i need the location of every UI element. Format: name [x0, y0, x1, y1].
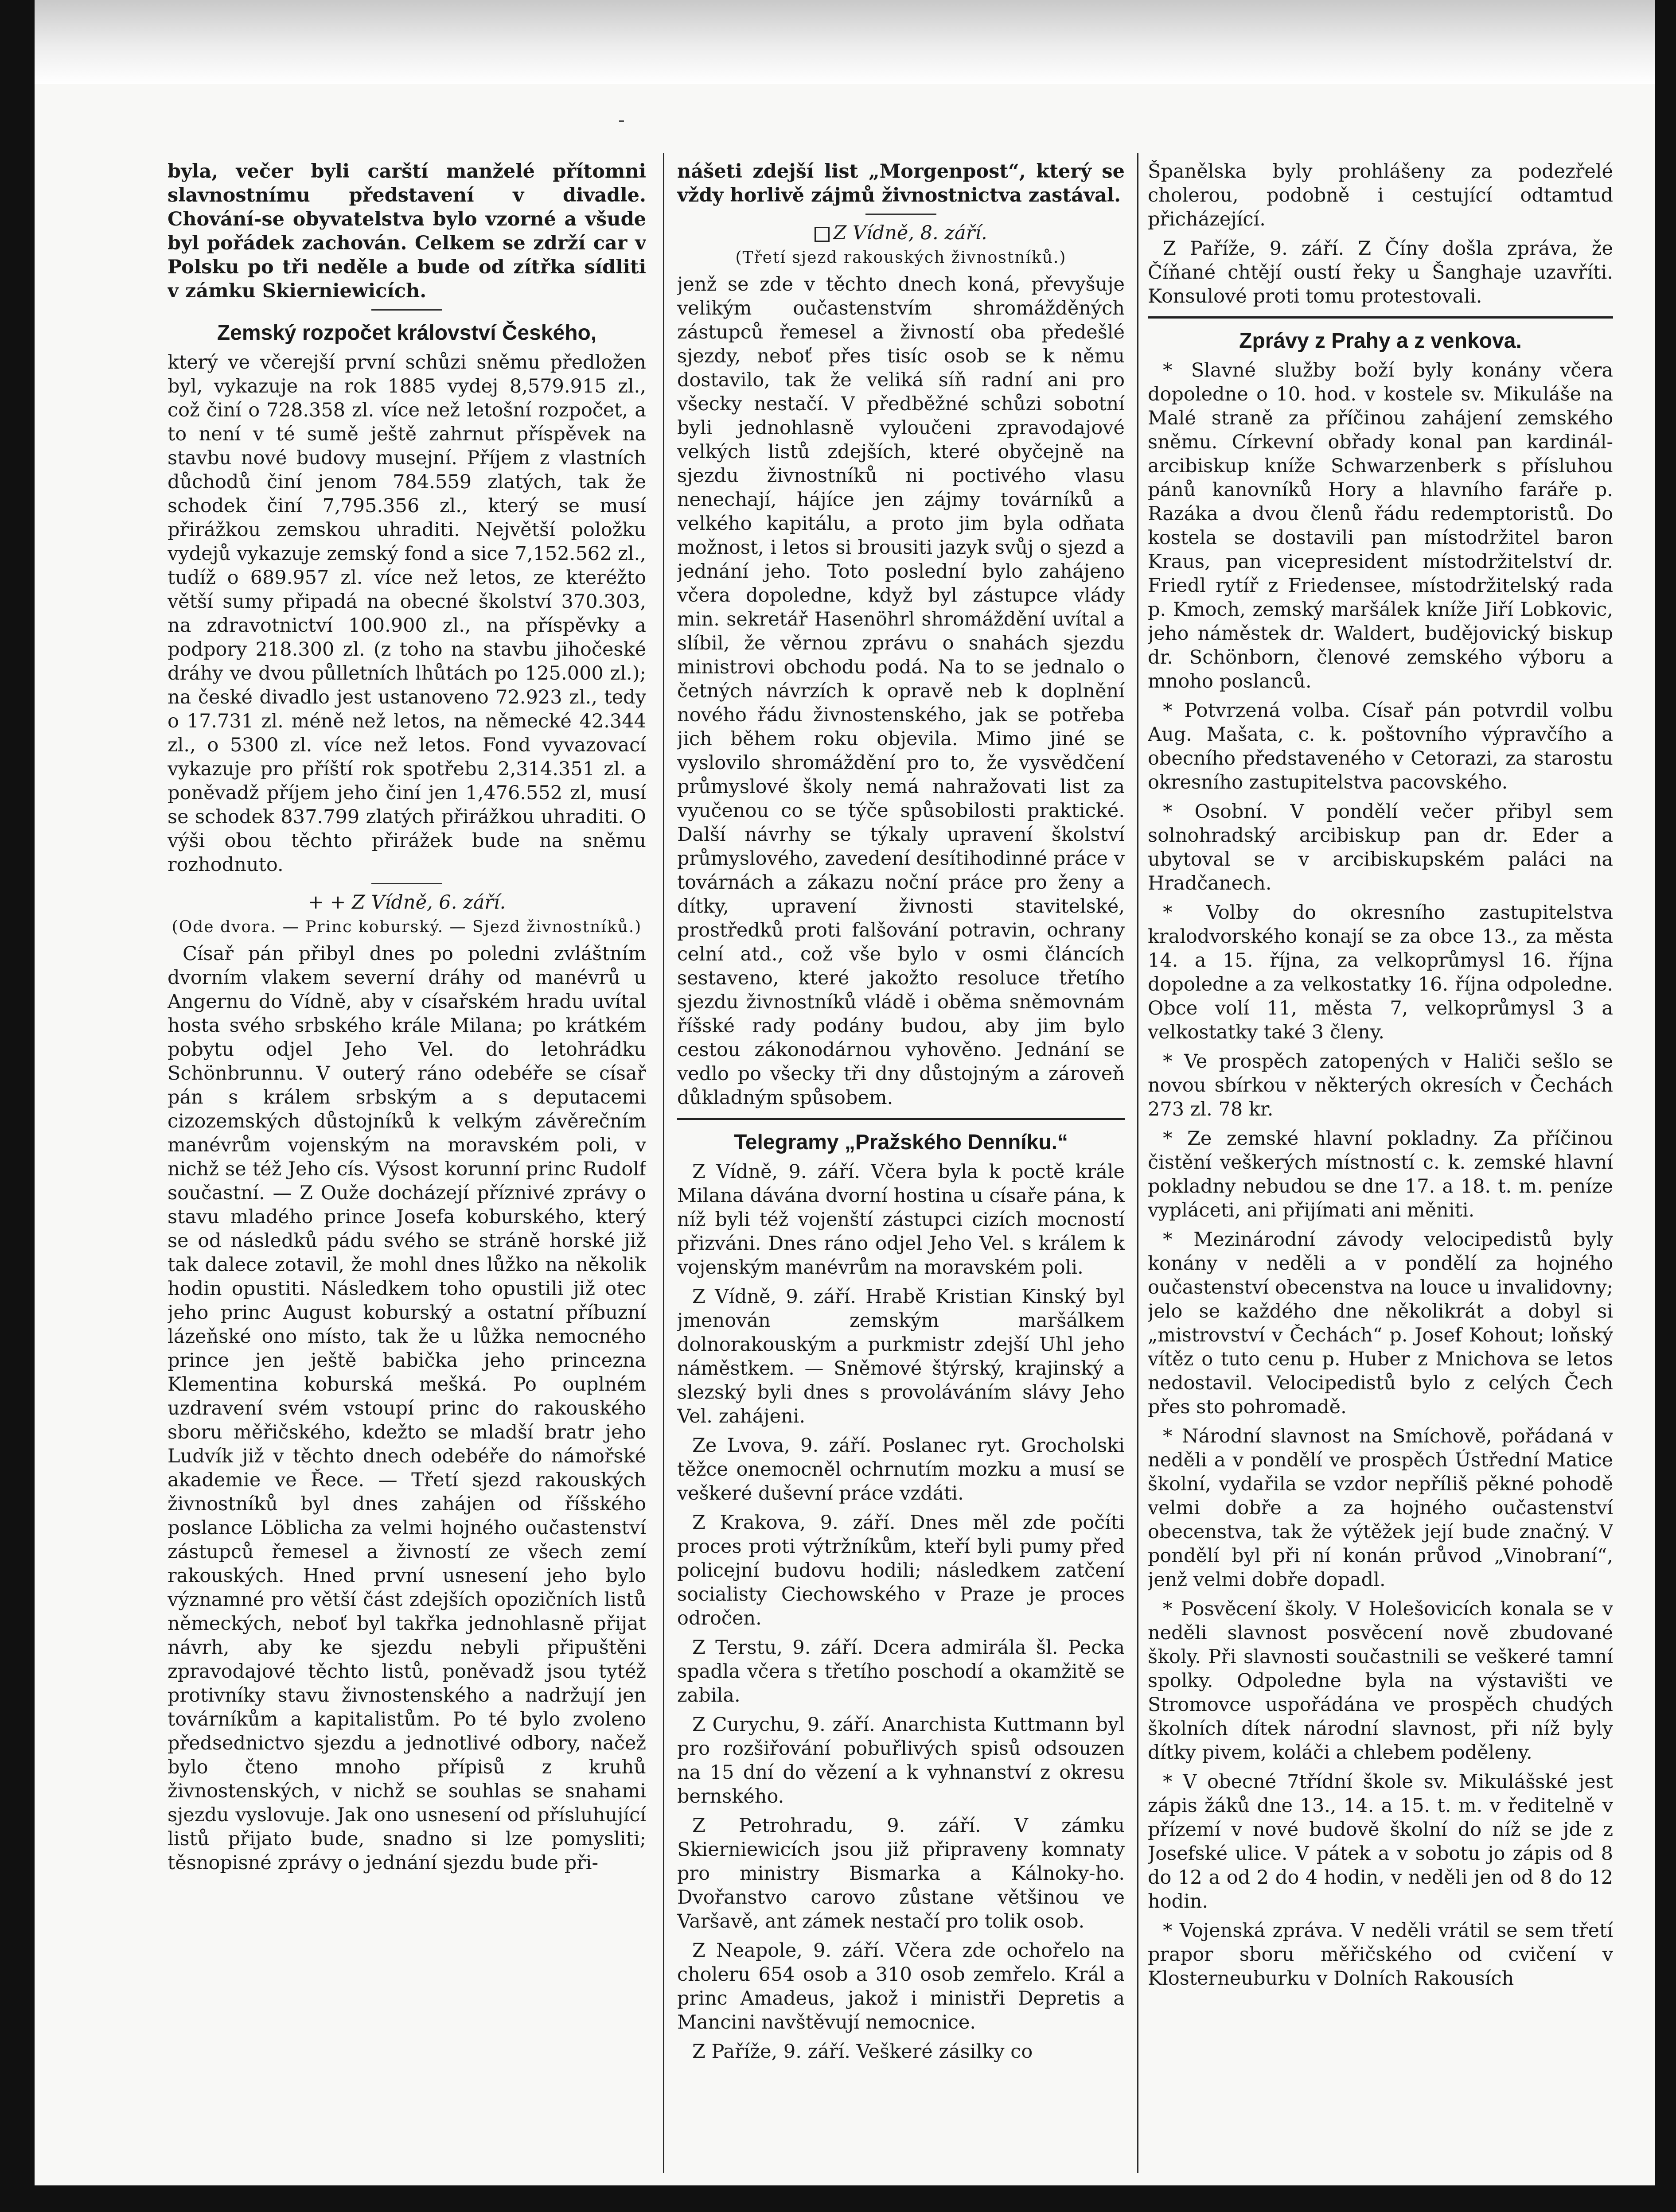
column-2	[677, 159, 1125, 2171]
scan-edge-bottom	[0, 2185, 1676, 2212]
subhead-ode-dvora: (Ode dvora. — Princ koburský. — Sjezd živnostníků.)	[171, 918, 642, 936]
column-1	[168, 159, 646, 2171]
telegram-item: Z Petrohradu, 9. září. V zámku Skierniewicích jsou již připraveny komnaty pro ministry Bismarka a Kálnoky-ho. Dvořanstvo carovo zůstane většinou ve Varšavě, ant zámek nestačí pro tolik osob.	[677, 1815, 1125, 1932]
news-item: * Volby do okresního zastupitelstva kralodvorského konají se za obce 13., za města 14. a 15. října, za velkoprůmysl 16. října dopoledne a za velkostatky 16. října odpoledne. Obce volí 11, města 7, velkoprůmysl 3 a velkostatky také 3 členy.	[1148, 902, 1613, 1043]
news-item: * Osobní. V pondělí večer přibyl sem solnohradský arcibiskup pan dr. Eder a ubytoval se v arcibiskupském paláci na Hradčanech.	[1148, 801, 1613, 894]
news-item: * Posvěcení školy. V Holešovicích konala se v neděli slavnost posvěcení nově zbudované školy. Při slavnosti součastnili se veškeré tamní spolky. Odpoledne byla na výstavišti ve Stromovce uspořádána ve prospěch chudých školních dítek národní slavnost, při níž byly dítky pivem, koláči a chlebem poděleny.	[1148, 1598, 1613, 1764]
column-2-paragraph-2: jenž se zde v těchto dnech koná, převyšuje velikým oučastenstvím shromážděných zástupců řemesel a živností oba předešlé sjezdy, neboť přes tisíc osob se k němu dostavilo, tak že veliká síň radní ani pro všecky nestačí. V předběžné schůzi sobotní byli jednohlasně vyloučeni zpravodajové velkých listů zdejších, které obyčejně na sjezdu živnostníků ni poctivého vlasu nenechají, hájíce jen zájmy továrníků a velkého kapitálu, a proto jim byla odňata možnost, i letos si brousiti jazyk svůj o sjezd a jednání jeho. Toto poslední bylo zahájeno včera dopoledne, když byl zástupce vlády min. sekretář Hasenöhrl shromáždění uvítal a slíbil, že věrnou zprávu o snahách sjezdu ministrovi obchodu podá. Na to se jednalo o četných návrzích k opravě neb k doplnění nového řádu živnostenského, jak se potřeba jich během roku objevila. Mimo jiné se vyslovilo shromáždění pro to, že vysvědčení průmyslové školy nemá nahražovati list za vyučenou co se týče spůsobilosti praktické. Další návrhy se týkaly upravení školství průmyslového, zavedení desítihodinné práce v továrnách a zákazu noční práce pro ženy a dítky, upravení živnosti stavitelské, prostředků proti falšování potravin, ochrany celní atd., což vše bylo v osmi článcích sestaveno, které jakožto resoluce třetího sjezdu živnostníků vládě i oběma sněmovnám říšské rady podány budou, aby jim bylo cestou zákonodárnou vyhověno. Jednání se vedlo po všecky tři dny důstojným a zároveň důkladným spůsobem.	[677, 273, 1125, 1109]
column-3-paragraph-2: Z Paříže, 9. září. Z Číny došla zpráva, že Číňané chtějí oustí řeky u Šanghaje uzavříti. Konsulové proti tomu protestovali.	[1148, 237, 1613, 307]
news-item: * Mezinárodní závody velocipedistů byly konány v neděli a v pondělí za hojného oučastenství obecenstva na louce u invalidovny; jelo se každého dne několikrát a dobyl si „mistrovství v Čechách“ p. Josef Kohout; loňský vítěz o tuto cenu p. Huber z Mnichova se letos nedostavil. Velocipedistů bylo z celých Čech přes sto pohromadě.	[1148, 1228, 1613, 1418]
column-rule-2	[1137, 153, 1138, 2173]
scan-top-shade	[0, 0, 1676, 84]
dateline-vienna-8	[677, 221, 1125, 245]
column-2-paragraph-1: nášeti zdejší list „Morgenpost“, který se vždy horlivě zájmů živnostnictva zastával.	[677, 160, 1125, 206]
news-item: * Slavné služby boží byly konány včera dopoledne o 10. hod. v kostele sv. Mikuláše na Malé straně za příčinou zahájení zemského sněmu. Církevní obřady konal pan kardinál-arcibiskup kníže Schwarzenberk s přísluhou pánů kanovníků Hory a hlavního faráře p. Razáka a dvou členů řádu redemptoristů. Do kostela se dostavili pan místodržitel baron Kraus, pan vicepresident místodržitelství dr. Friedl rytíř z Friedensee, místodržitelský rada p. Kmoch, zemský maršálek kníže Jiří Lobkovic, jeho náměstek dr. Waldert, budějovický biskup dr. Schönborn, členové zemského výboru a mnoho poslanců.	[1148, 359, 1613, 692]
column-1-paragraph-1: byla, večer byli carští manželé přítomni slavnostnímu představení v divadle. Chování-se obyvatelstva bylo vzorné a všude byl pořádek zachován. Celkem se zdrží car v Polsku po tři neděle a bude od zítřka sídliti v zámku Skierniewicích.	[168, 160, 646, 302]
column-3-paragraph-1: Španělska byly prohlášeny za podezřelé cholerou, podobně i cestující odtamtud přicházející.	[1148, 160, 1613, 230]
telegram-item: Z Terstu, 9. září. Dcera admirála šl. Pecka spadla včera s třetího poschodí a okamžitě se zabila.	[677, 1637, 1125, 1707]
telegram-item: Z Vídně, 9. září. Hrabě Kristian Kinský byl jmenován zemským maršálkem dolnorakouským a purkmistr zdejší Uhl jeho náměstkem. — Sněmové štýrský, krajinský a slezský byli dnes s provoláváním slávy Jeho Vel. zahájeni.	[677, 1286, 1125, 1427]
square-icon	[815, 227, 830, 242]
headline-zpravy-z-prahy: Zprávy z Prahy a z venkova.	[1239, 329, 1522, 353]
separator	[371, 883, 442, 884]
subhead-sjezd: (Třetí sjezd rakouských živnostníků.)	[735, 249, 1067, 267]
separator	[371, 309, 442, 311]
scan-edge-right	[1655, 0, 1676, 2212]
headline-telegramy: Telegramy „Pražského Denníku.“	[733, 1131, 1068, 1154]
news-item: * Ve prospěch zatopených v Haliči sešlo se novou sbírkou v některých okresích v Čechách 273 zl. 78 kr.	[1148, 1050, 1613, 1120]
telegram-item: Z Krakova, 9. září. Dnes měl zde počíti proces proti výtržníkům, kteří byli pumy před policejní budovu hodili; následkem zatčení socialisty Ciechowského v Praze je proces odročen.	[677, 1512, 1125, 1629]
dateline-text: Z Vídně, 8. září.	[833, 222, 987, 244]
scan-edge-left	[0, 0, 35, 2212]
page-mark: -	[618, 109, 625, 131]
news-item: * V obecné 7třídní škole sv. Mikulášské jest zápis žáků dne 13., 14. a 15. t. m. v ředitelně v přízemí v nové budově školní do níž se jde z Josefské ulice. V pátek a v sobotu jo zápis od 8 do 12 a od 2 do 4 hodin, v neděli jen od 8 do 12 hodin.	[1148, 1771, 1613, 1913]
column-1-paragraph-2: který ve včerejší první schůzi sněmu předložen byl, vykazuje na rok 1885 vydej 8,579.915 zl., což činí o 728.358 zl. více než letošní rozpočet, a to není v té sumě ještě zahrnut příspěvek na stavbu nové budovy musejní. Příjem z vlastních důchodů činí jenom 784.559 zlatých, tak že schodek činí 7,795.356 zl., který se musí přirážkou zemskou uhraditi. Největší položku vydejů vykazuje zemský fond a sice 7,152.562 zl., tudíž o 689.957 zl. více než letos, ze kteréžto větší sumy připadá na obecné školství 370.303, na zdravotnictví 100.900 zl., na příspěvky a podpory 218.300 zl. (z toho na stavbu jihočeské dráhy ve dvou půlletních lhůtách po 125.000 zl.); na české divadlo jest ustanoveno 72.923 zl., tedy o 17.731 zl. méně než letos, na německé 42.344 zl., o 5300 zl. více než letos. Fond vyvazovací vykazuje pro příští rok spotřebu 2,314.351 zl. a poněvadž příjem jeho činí jen 1,476.552 zl, musí se schodek 837.799 zlatých přirážkou uhraditi. O výši obou těchto přirážek bude na sněmu rozhodnuto.	[168, 351, 646, 876]
section-rule	[1148, 316, 1613, 319]
headline-zemsky-rozpocet: Zemský rozpočet království Českého,	[217, 321, 597, 345]
telegram-item: Z Curychu, 9. září. Anarchista Kuttmann byl pro rozšiřování pobuřlivých spisů odsouzen na 15 dní do vězení a k vyhnanství z okresu bernského.	[677, 1714, 1125, 1808]
news-item: * Ze zemské hlavní pokladny. Za příčinou čistění veškerých místností c. k. zemské hlavní pokladny nebudou se dne 17. a 18. t. m. peníze vypláceti, ani přijímati ani měniti.	[1148, 1127, 1613, 1221]
column-rule-1	[663, 153, 664, 2173]
telegram-item: Z Vídně, 9. září. Včera byla k poctě krále Milana dávána dvorní hostina u císaře pána, k níž byli též vojenští zástupci cizích mocností přizváni. Dnes ráno odjel Jeho Vel. s králem k vojenským manévrům na moravském poli.	[677, 1161, 1125, 1279]
section-rule	[677, 1118, 1125, 1120]
news-item: * Vojenská zpráva. V neděli vrátil se sem třetí prapor sboru měřičského od cvičení v Klosterneuburku v Dolních Rakousích	[1148, 1920, 1613, 1990]
separator	[865, 214, 936, 215]
telegram-item: Z Paříže, 9. září. Veškeré zásilky co	[692, 2041, 1033, 2063]
news-item: * Potvrzená volba. Císař pán potvrdil volbu Aug. Mašata, c. k. poštovního výpravčího a obecního představeného v Cetorazi, za starostu okresního zastupitelstva pacovského.	[1148, 700, 1613, 793]
news-item: * Národní slavnost na Smíchově, pořádaná v neděli a v pondělí ve prospěch Ústřední Matice školní, vydařila se vzdor nepříliš pěkné pohodě velmi dobře a za hojného oučastenství obecenstva, tak že výtěžek její bude značný. V pondělí byl při ní konán průvod „Vinobraní“, jenž velmi dobře dopadl.	[1148, 1425, 1613, 1591]
column-3	[1148, 159, 1613, 2171]
telegram-item: Z Neapole, 9. září. Včera zde ochořelo na choleru 654 osob a 310 osob zemřelo. Král a princ Amadeus, jakož i ministři Depretis a Mancini navštěvují nemocnice.	[677, 1940, 1125, 2033]
column-1-paragraph-3: Císař pán přibyl dnes po poledni zvláštním dvorním vlakem severní dráhy od manévrů u Angernu do Vídně, aby v císařském hradu uvítal hosta svého srbského krále Milana; po krátkém pobytu odjel Jeho Vel. do letohrádku Schönbrunnu. V outerý ráno odebéře se císař pán s králem srbským a s deputacemi cizozemských důstojníků k velkým závěrečním manévrům vojenským na moravském poli, v nichž se též Jeho cís. Výsost korunní princ Rudolf součastní. — Z Ouže docházejí příznivé zprávy o stavu mladého prince Josefa koburského, který se od následků pádu svého se stráně horské již tak dalece zotavil, že mohl dnes lůžko na několik hodin opustiti. Následkem toho opustili již otec jeho princ August koburský a ostatní příbuzní lázeňské ono místo, tak že u lůžka nemocného prince jen ještě babička jeho princezna Klementina koburská mešká. Po ouplném uzdravení svém vstoupí princ do rakouského sboru měřičského, kdežto se mladší bratr jeho Ludvík již v těchto dnech odebéře do námořské akademie ve Řece. — Třetí sjezd rakouských živnostníků byl dnes zahájen od říšského poslance Löblicha za velmi hojného oučastenství zástupců řemesel a živností ze všech zemí rakouských. Hned první usnesení jeho bylo významné pro větší část zdejších opozičních listů německých, neboť byl takřka jednohlasně přijat návrh, aby ke sjezdu nebyli připuštěni zpravodajové těchto listů, poněvadž jsou tytéž protivníky stavu živnostenského a nadržují jen továrníkům a kapitalistům. Po té bylo zvoleno předsednictvo sjezdu a jednotlivé odbory, načež bylo čteno mnoho přípisů z kruhů živnostenských, v nichž se souhlas se snahami sjezdu vyslovuje. Jak ono usnesení od přísluhující listů přijato bude, snadno si lze pomysliti; těsnopisné zprávy o jednání sjezdu bude při-	[168, 943, 646, 1874]
telegram-item: Ze Lvova, 9. září. Poslanec ryt. Grocholski těžce onemocněl ochrnutím mozku a musí se veškeré duševní práce vzdáti.	[677, 1434, 1125, 1504]
dateline-vienna-6: + + Z Vídně, 6. září.	[308, 891, 506, 914]
